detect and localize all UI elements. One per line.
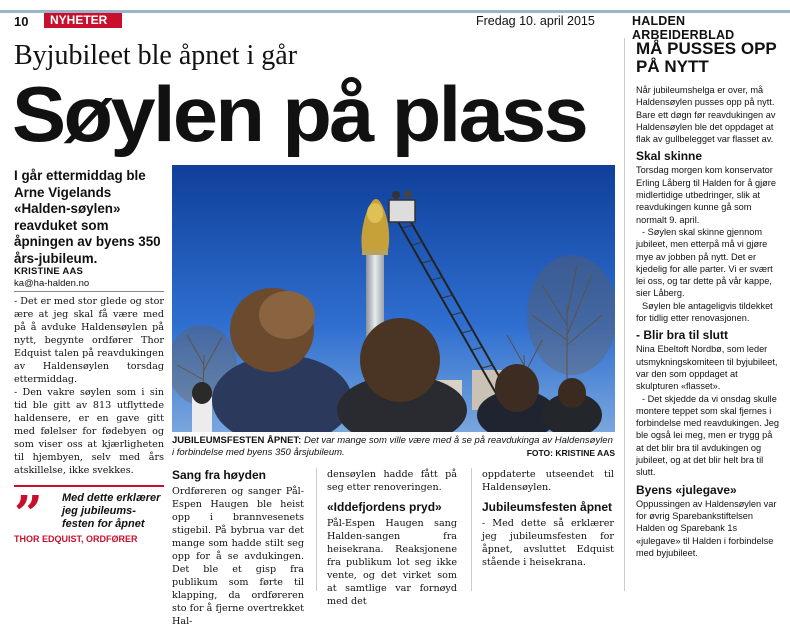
quote-mark-icon: ” bbox=[14, 484, 43, 543]
pull-quote bbox=[14, 485, 164, 544]
caption-text: Det var mange som ville være med å se på reavdukinga av Haldensøylen i forbindelse med byens 350 årsjubileum. bbox=[172, 435, 613, 458]
newspaper-name: HALDEN ARBEIDERBLAD bbox=[632, 14, 735, 42]
byline-rule bbox=[14, 291, 164, 292]
body-column-3 bbox=[482, 468, 614, 569]
lead-paragraph: - Den vakre søylen som i sin tid ble gitt av 813 utflyttede haldensere, er en gave gitt med følelser for fødebyen og som viser oss at kjærligheten til hjembyen, selv med års atskillelse, ikke svekkes. bbox=[14, 387, 164, 476]
byline-author: KRISTINE AAS bbox=[14, 266, 84, 277]
article-ingress: I går ettermiddag ble Arne Vigelands «Halden-søylen» reavduket som åpningen av byens 350 års-jubileum. bbox=[14, 168, 161, 266]
quote-source: THOR EDQUIST, ORDFØRER bbox=[14, 534, 138, 544]
side-subhead: Byens «julegave» bbox=[636, 482, 737, 497]
issue-date: Fredag 10. april 2015 bbox=[476, 14, 595, 28]
side-paragraph: - Det skjedde da vi onsdag skulle montere teppet som skal fjernes i forbindelse med reavdukingen. Jeg ble også lei meg, men er trygg på at det blir bra til avdukingen og jubileet, og at det blir helt bra til slutt. bbox=[636, 393, 780, 478]
subhead: Jubileumsfesten åpnet bbox=[482, 500, 613, 514]
body-text: Pål-Espen Haugen sang Halden-sangen fra heisekrana. Reaksjonene fra publikum lot seg ikke vente, og det virket som at samtlige var fornøyd med det bbox=[327, 518, 457, 607]
subhead: Sang fra høyden bbox=[172, 468, 267, 482]
side-article bbox=[636, 84, 782, 559]
lead-paragraph: - Det er med stor glede og stor ære at jeg skal få være med på å avduke Haldensøylen på nytt, begynte ordfører Thor Edquist talen på reavdukingen av Haldensøylen torsdag ettermiddag. bbox=[14, 296, 164, 385]
side-paragraph: Når jubileumshelga er over, må Haldensøylen pusses opp på nytt. Bare ett døgn før reavdukingen av Haldensøylen ble det oppdaget at flak av gullbelegget var flasset av. bbox=[636, 85, 776, 145]
photo-credit: FOTO: KRISTINE AAS bbox=[526, 448, 615, 458]
body-text: - Med dette så erklærer jeg jubileumsfesten for åpnet, avsluttet Edquist stående i heisekrana. bbox=[482, 518, 614, 568]
column-divider bbox=[471, 468, 472, 591]
article-headline: Søylen på plass bbox=[12, 70, 587, 158]
side-paragraph: - Søylen skal skinne gjennom jubileet, men etterpå må vi gjøre mye av jobben på nytt. Det er kjedelig for alle parter. Vi er svært lei oss, og tar dette på vår kappe, sier Låberg. bbox=[636, 226, 773, 299]
article-photo bbox=[172, 165, 615, 432]
subhead: «Iddefjordens pryd» bbox=[327, 500, 442, 514]
body-text: oppdaterte utseendet til Haldensøylen. bbox=[482, 469, 614, 493]
body-column-2 bbox=[327, 468, 457, 608]
column-divider bbox=[316, 468, 317, 591]
side-paragraph: Torsdag morgen kom konservator Erling Låberg til Halden for å gjøre midlertidige utbedringer, slik at reavdukingen kunne gå som normalt 9. april. bbox=[636, 165, 776, 225]
body-column-1 bbox=[172, 468, 304, 628]
article-kicker: Byjubileet ble åpnet i går bbox=[14, 40, 298, 71]
side-subhead: - Blir bra til slutt bbox=[636, 328, 729, 343]
side-subhead: Skal skinne bbox=[636, 149, 703, 164]
side-headline: MÅ PUSSES OPP PÅ NYTT bbox=[636, 39, 777, 76]
side-paragraph: Søylen ble antageligvis tildekket for tidlig etter renovasjonen. bbox=[636, 300, 773, 324]
side-paragraph: Oppussingen av Haldensøylen var for øvrig Sparebankstiftelsen Halden og Sparebank 1s «julegave» til Halden i forbindelse med byjubileet. bbox=[636, 498, 777, 558]
page-number: 10 bbox=[14, 14, 29, 29]
photo-illustration bbox=[172, 165, 615, 432]
column-divider bbox=[624, 38, 625, 591]
lead-text bbox=[14, 295, 164, 477]
body-text: densøylen hadde fått på seg etter renoveringen. bbox=[327, 469, 457, 493]
side-paragraph: Nina Ebeltoft Nordbø, som leder utsmykningskomiteen til byjubileet, var den som oppdaget at skulpturen «flasset». bbox=[636, 344, 778, 392]
quote-text: Med dette erklærer jeg jubileums-festen for åpnet bbox=[62, 492, 161, 530]
section-label: NYHETER bbox=[44, 13, 122, 28]
byline-email[interactable]: ka@ha-halden.no bbox=[14, 278, 90, 289]
body-text: Ordføreren og sanger Pål-Espen Haugen ble heist opp i brannvesenets stigebil. På bybrua var det mange som hadde stilt seg opp for å se avdukingen. Det ble et gisp fra publikum som førte til klapping, da ordføreren sto for å fjerne overtrekket Hal- bbox=[172, 486, 304, 627]
photo-caption bbox=[172, 435, 615, 459]
caption-label: JUBILEUMSFESTEN ÅPNET: bbox=[172, 435, 302, 446]
